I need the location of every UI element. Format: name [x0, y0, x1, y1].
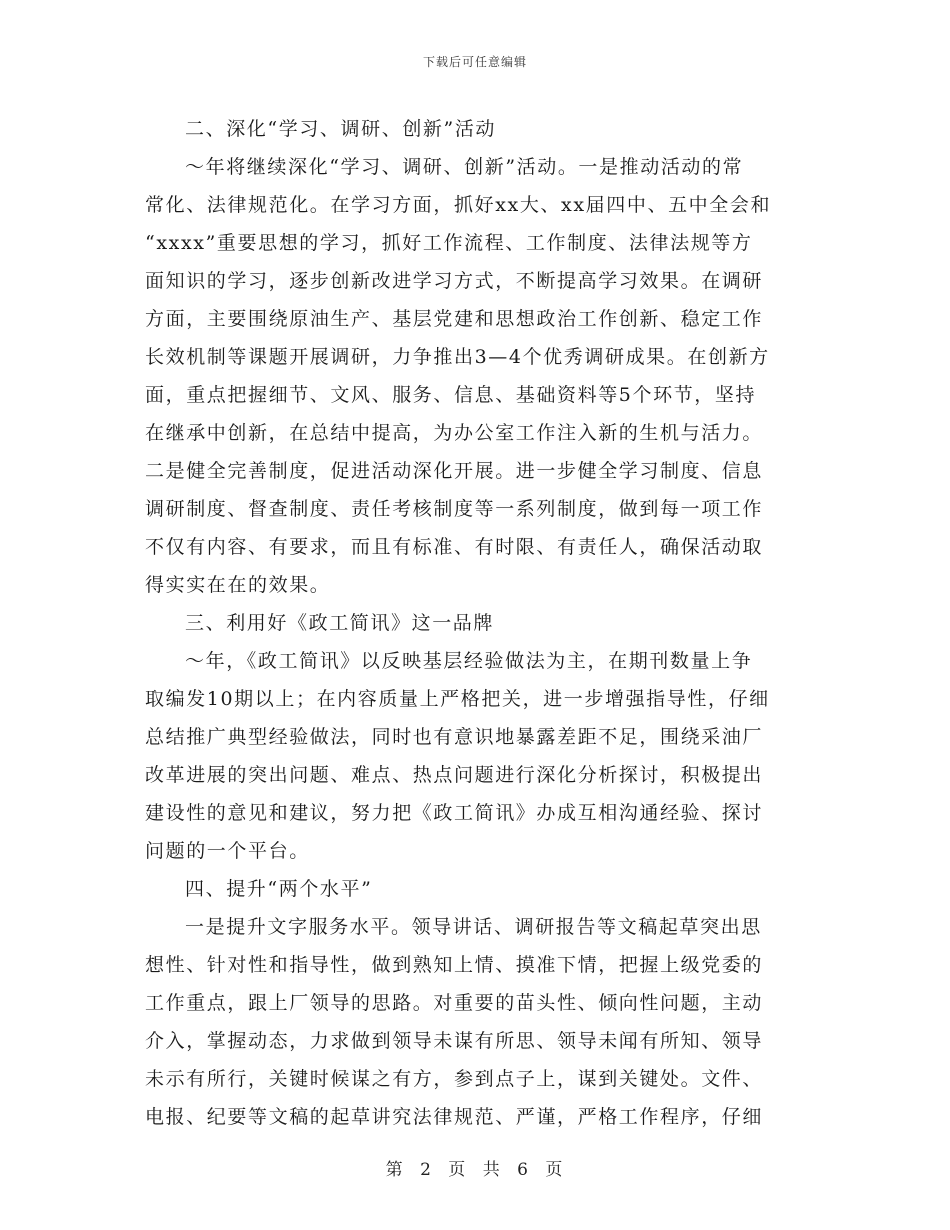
total-pages-number: 6 — [517, 1160, 530, 1180]
footer-label-pre: 第 — [385, 1160, 405, 1180]
text-line: 取编发10期以上；在内容质量上严格把关，进一步增强指导性，仔细 — [145, 688, 770, 710]
footer-label-page-2: 页 — [545, 1160, 565, 1180]
text-line: 面，重点把握细节、文风、服务、信息、基础资料等5个环节，坚持 — [145, 384, 757, 406]
text-line: 四、提升“两个水平” — [185, 878, 373, 900]
page-footer — [0, 1155, 950, 1180]
text-line: 未示有所行，关键时候谋之有方，参到点子上，谋到关键处。文件、 — [145, 1068, 764, 1090]
text-line: 问题的一个平台。 — [145, 840, 310, 862]
text-line: 改革进展的突出问题、难点、热点问题进行深化分析探讨，积极提出 — [145, 764, 764, 786]
text-line: 总结推广典型经验做法，同时也有意识地暴露差距不足，围绕采油厂 — [145, 726, 764, 748]
text-line: 介入，掌握动态，力求做到领导未谋有所思、领导未闻有所知、领导 — [145, 1030, 764, 1052]
header-note: 下载后可任意编辑 — [422, 55, 527, 69]
text-line: 二、深化“学习、调研、创新”活动 — [185, 118, 497, 140]
text-line: 想性、针对性和指导性，做到熟知上情、摸准下情，把握上级党委的 — [145, 954, 764, 976]
text-line: 建设性的意见和建议，努力把《政工简讯》办成互相沟通经验、探讨 — [145, 802, 764, 824]
text-line: 得实实在在的效果。 — [145, 574, 331, 596]
footer-label-page: 页 — [448, 1160, 468, 1180]
current-page-number: 2 — [420, 1160, 433, 1180]
text-line: 面知识的学习，逐步创新改进学习方式，不断提高学习效果。在调研 — [145, 270, 764, 292]
text-line: 长效机制等课题开展调研，力争推出3—4个优秀调研成果。在创新方 — [145, 346, 770, 368]
text-line: ～年，《政工简讯》以反映基层经验做法为主，在期刊数量上争 — [185, 650, 753, 672]
text-line: 调研制度、督查制度、责任考核制度等一系列制度，做到每一项工作 — [145, 498, 764, 520]
text-line: 在继承中创新，在总结中提高，为办公室工作注入新的生机与活力。 — [145, 422, 764, 444]
text-line: 三、利用好《政工简讯》这一品牌 — [185, 612, 495, 634]
footer-label-total: 共 — [482, 1160, 502, 1180]
document-body — [145, 110, 807, 1136]
text-line: “xxxx”重要思想的学习，抓好工作流程、工作制度、法律法规等方 — [145, 232, 753, 254]
text-line: 一是提升文字服务水平。领导讲话、调研报告等文稿起草突出思 — [185, 916, 762, 938]
text-line: ～年将继续深化“学习、调研、创新”活动。一是推动活动的常 — [185, 156, 744, 178]
text-line: 常化、法律规范化。在学习方面，抓好xx大、xx届四中、五中全会和 — [145, 194, 772, 216]
text-line: 方面，主要围绕原油生产、基层党建和思想政治工作创新、稳定工作 — [145, 308, 764, 330]
text-line: 二是健全完善制度，促进活动深化开展。进一步健全学习制度、信息 — [145, 460, 764, 482]
text-line: 不仅有内容、有要求，而且有标准、有时限、有责任人，确保活动取 — [145, 536, 764, 558]
text-line: 电报、纪要等文稿的起草讲究法律规范、严谨，严格工作程序，仔细 — [145, 1106, 764, 1128]
text-line: 工作重点，跟上厂领导的思路。对重要的苗头性、倾向性问题，主动 — [145, 992, 764, 1014]
